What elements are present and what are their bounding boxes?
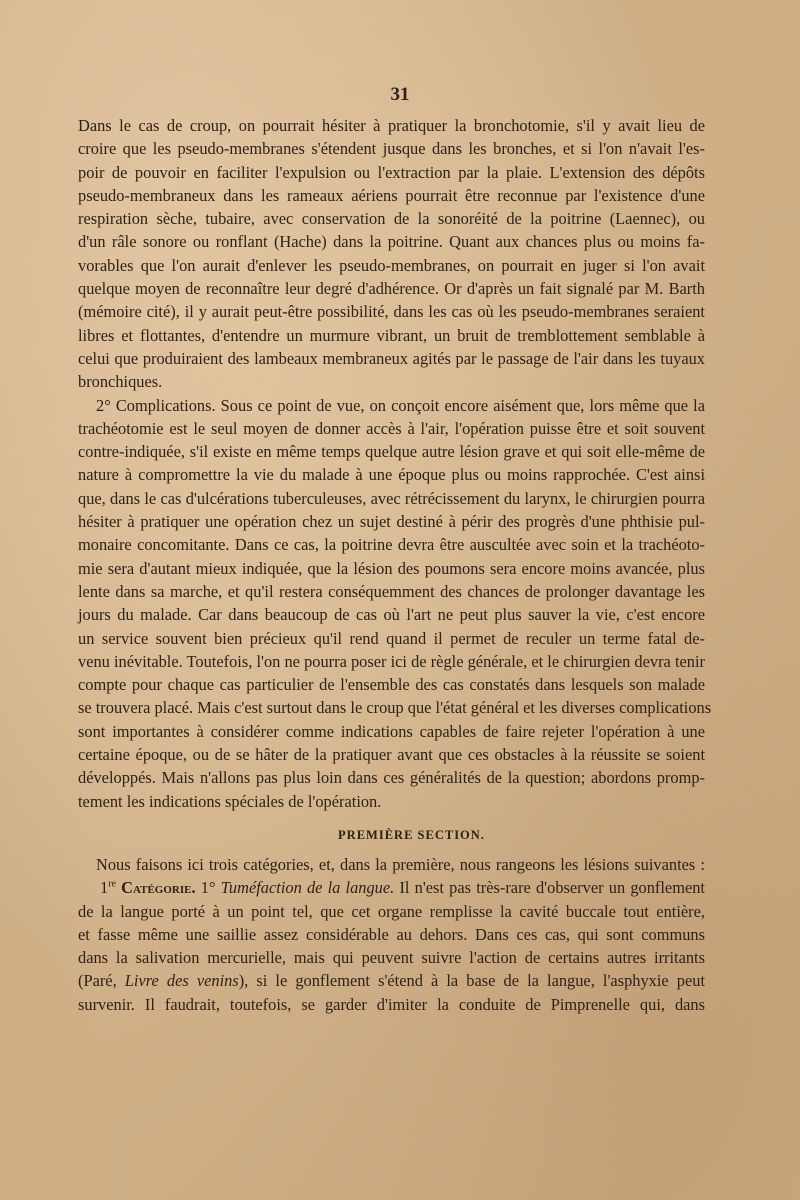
category-number: 1 xyxy=(100,878,109,898)
text-line: Dans le cas de croup, on pourrait hésiter à pratiquer la bronchotomie, s'il y avait lieu de xyxy=(78,116,705,135)
text-line: développés. Mais n'allons pas plus loin dans ces généralités de la question; abordons promp- xyxy=(78,768,705,788)
text-line: de la langue porté à un point tel, que cet organe remplisse la cavité buccale tout entière, xyxy=(78,901,705,921)
text-line: se trouvera placé. Mais c'est surtout dans le croup que l'état général et les diverses complications xyxy=(78,698,712,718)
text-line: nature à compromettre la vie du malade à une époque plus ou moins rapprochée. C'est ainsi xyxy=(78,465,705,485)
text-line: dans la salivation mercurielle, mais qui peuvent suivre l'action de certains autres irritants xyxy=(78,948,705,968)
text-line: sont importantes à considérer comme indications capables de faire rejeter l'opération à une xyxy=(78,721,705,741)
text-line: d'un râle sonore ou ronflant (Hache) dans la poitrine. Quant aux chances plus ou moins fa- xyxy=(78,232,705,252)
paragraph-tongue-swelling xyxy=(78,900,705,970)
text-line: 2° Complications. Sous ce point de vue, on conçoit encore aisément que, lors même que la xyxy=(96,395,705,415)
text-line: monaire concomitante. Dans ce cas, la poitrine devra être auscultée avec soin et la trachéoto- xyxy=(78,535,705,555)
text-line: pseudo-membraneux dans les rameaux aériens pourrait être reconnue par l'existence d'une xyxy=(78,185,705,205)
text-line: tement les indications spéciales de l'opération. xyxy=(78,791,382,811)
page-number: 31 xyxy=(390,84,410,105)
book-title-reference: Livre des venins xyxy=(124,971,239,991)
text-line: un service souvent bien précieux qu'il rend quand il permet de reculer un terme fatal de- xyxy=(78,628,705,648)
category-line xyxy=(78,876,705,899)
text-line: trachéotomie est le seul moyen de donner accès à l'air, l'opération puisse être et soit souvent xyxy=(78,418,705,438)
text-line: survenir. Il faudrait, toutefois, se garder d'imiter la conduite de Pimprenelle qui, dans xyxy=(78,994,705,1014)
page-body xyxy=(78,114,712,1016)
paragraph-croup-and-complications xyxy=(78,114,712,813)
text-line: et fasse même une saillie assez considérable au dehors. Dans ces cas, qui sont communs xyxy=(78,924,705,944)
text-line xyxy=(78,969,705,992)
text-line: croire que les pseudo-membranes s'étendent jusque dans les bronches, et si l'on n'avait l'es- xyxy=(78,139,705,159)
section-intro-line: Nous faisons ici trois catégories, et, dans la première, nous rangeons les lésions suivantes : xyxy=(96,854,705,874)
text-line: certaine époque, ou de se hâter de la pratiquer avant que ces obstacles à la réussite se soient xyxy=(78,745,705,765)
category-item-text: Il n'est pas très-rare d'observer un gonflement xyxy=(399,878,705,898)
text-line: venu inévitable. Toutefois, l'on ne pourra poser ici de règle générale, et le chirurgien devra tenir xyxy=(78,651,705,671)
text-line: quelque moyen de reconnaître leur degré d'adhérence. Or d'après un fait signalé par M. Barth xyxy=(78,279,705,299)
text-line: que, dans le cas d'ulcérations tuberculeuses, avec rétrécissement du larynx, le chirurgien pourra xyxy=(78,488,705,508)
pare-reference-open: (Paré, xyxy=(78,971,117,991)
category-item-number: 1° xyxy=(200,878,216,898)
text-line: mie sera d'autant mieux indiquée, que la lésion des poumons sera encore moins avancée, plus xyxy=(78,558,705,578)
text-line: contre-indiquée, s'il existe en même temps quelque autre lésion grave et qui soit elle-même de xyxy=(78,442,705,462)
text-line: poir de pouvoir en faciliter l'expulsion ou l'extraction par la plaie. L'extension des dépôts xyxy=(78,162,705,182)
category-item-title: Tuméfaction de la langue. xyxy=(220,878,395,898)
text-line: celui que produiraient des lambeaux membraneux agités par le passage de l'air dans les tuyaux xyxy=(78,348,705,368)
text-line: respiration sèche, tubaire, avec conservation de la sonoréité de la poitrine (Laennec), ou xyxy=(78,209,705,229)
category-number-superscript: re xyxy=(108,878,116,890)
text-line: hésiter à pratiquer une opération chez un sujet destiné à périr des progrès d'une phthisie pul- xyxy=(78,512,705,532)
text-line: bronchiques. xyxy=(78,372,163,392)
text-line: vorables que l'on aurait d'enlever les pseudo-membranes, on pourrait en juger si l'on avait xyxy=(78,255,705,275)
pare-reference-rest: ), si le gonflement s'étend à la base de la langue, l'asphyxie peut xyxy=(238,971,705,991)
section-heading: PREMIÈRE SECTION. xyxy=(338,827,485,842)
text-line: jours du malade. Car dans beaucoup de cas où l'art ne peut plus sauver la vie, c'est encore xyxy=(78,605,705,625)
text-line: libres et flottantes, d'entendre un murmure vibrant, un bruit de tremblottement semblable à xyxy=(78,325,705,345)
text-line: lente dans sa marche, et qu'il restera conséquemment des chances de prolonger davantage les xyxy=(78,581,705,601)
text-line: compte pour chaque cas particulier de l'ensemble des cas constatés dans lesquels son malade xyxy=(78,675,705,695)
category-label: Catégorie. xyxy=(121,878,196,898)
text-line: (mémoire cité), il y aurait peut-être possibilité, dans les cas où les pseudo-membranes seraient xyxy=(78,302,705,322)
